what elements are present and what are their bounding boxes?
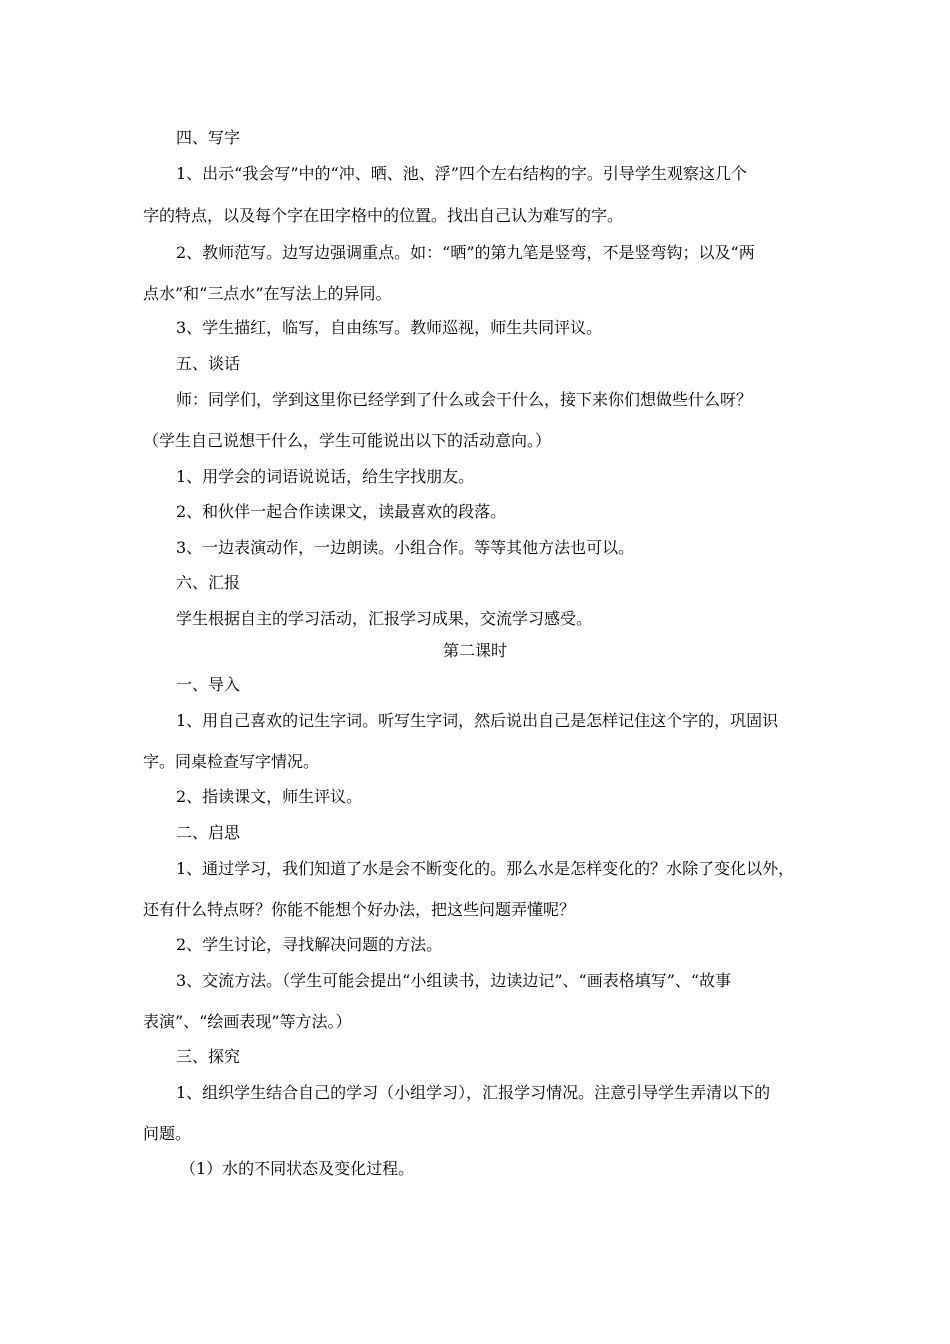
paragraph-line: 3、交流方法。（学生可能会提出“小组读书，边读边记”、“画表格填写”、“故事 — [176, 971, 732, 990]
paragraph-line: 点水”和“三点水”在写法上的异同。 — [143, 284, 392, 303]
section-heading-report: 六、汇报 — [176, 573, 241, 592]
paragraph-line: 师：同学们，学到这里你已经学到了什么或会干什么，接下来你们想做些什么呀？ — [176, 390, 753, 409]
paragraph-line: 表演”、“绘画表现”等方法。） — [143, 1012, 352, 1031]
paragraph-line: 1、组织学生结合自己的学习（小组学习），汇报学习情况。注意引导学生弄清以下的 — [176, 1083, 771, 1102]
section-heading-writing: 四、写字 — [176, 128, 241, 147]
section-heading-explore: 三、探究 — [176, 1047, 241, 1066]
paragraph-line: 学生根据自主的学习活动，汇报学习成果，交流学习感受。 — [176, 609, 593, 628]
paragraph-line: 问题。 — [143, 1124, 192, 1143]
section-heading-talk: 五、谈话 — [176, 354, 241, 373]
paragraph-line: 还有什么特点呀？你能不能想个好办法，把这些问题弄懂呢？ — [143, 900, 576, 919]
paragraph-line: 1、用自己喜欢的记生字词。听写生字词，然后说出自己是怎样记住这个字的，巩固识 — [176, 711, 779, 730]
paragraph-line: 2、和伙伴一起合作读课文，读最喜欢的段落。 — [176, 502, 507, 521]
paragraph-line: 2、学生讨论，寻找解决问题的方法。 — [176, 935, 443, 954]
paragraph-line: 2、教师范写。边写边强调重点。如：“晒”的第九笔是竖弯，不是竖弯钩；以及“两 — [176, 243, 755, 262]
paragraph-line: 字。同桌检查写字情况。 — [143, 752, 320, 771]
paragraph-line: 2、指读课文，师生评议。 — [176, 787, 363, 806]
section-heading-intro: 一、导入 — [176, 675, 241, 694]
paragraph-line: 1、通过学习，我们知道了水是会不断变化的。那么水是怎样变化的？水除了变化以外， — [176, 859, 795, 878]
section-heading-inspire: 二、启思 — [176, 823, 241, 842]
paragraph-line: （学生自己说想干什么，学生可能说出以下的活动意向。） — [143, 431, 552, 450]
paragraph-line: 3、学生描红，临写，自由练写。教师巡视，师生共同评议。 — [176, 318, 603, 337]
paragraph-line: 字的特点，以及每个字在田字格中的位置。找出自己认为难写的字。 — [143, 206, 624, 225]
paragraph-line: 1、用学会的词语说说话，给生字找朋友。 — [176, 467, 475, 486]
paragraph-line: 1、出示“我会写”中的“冲、晒、池、浮”四个左右结构的字。引导学生观察这几个 — [176, 164, 747, 183]
paragraph-line: （1）水的不同状态及变化过程。 — [180, 1159, 415, 1178]
paragraph-line: 3、一边表演动作，一边朗读。小组合作。等等其他方法也可以。 — [176, 538, 635, 557]
lesson-title: 第二课时 — [442, 641, 507, 660]
